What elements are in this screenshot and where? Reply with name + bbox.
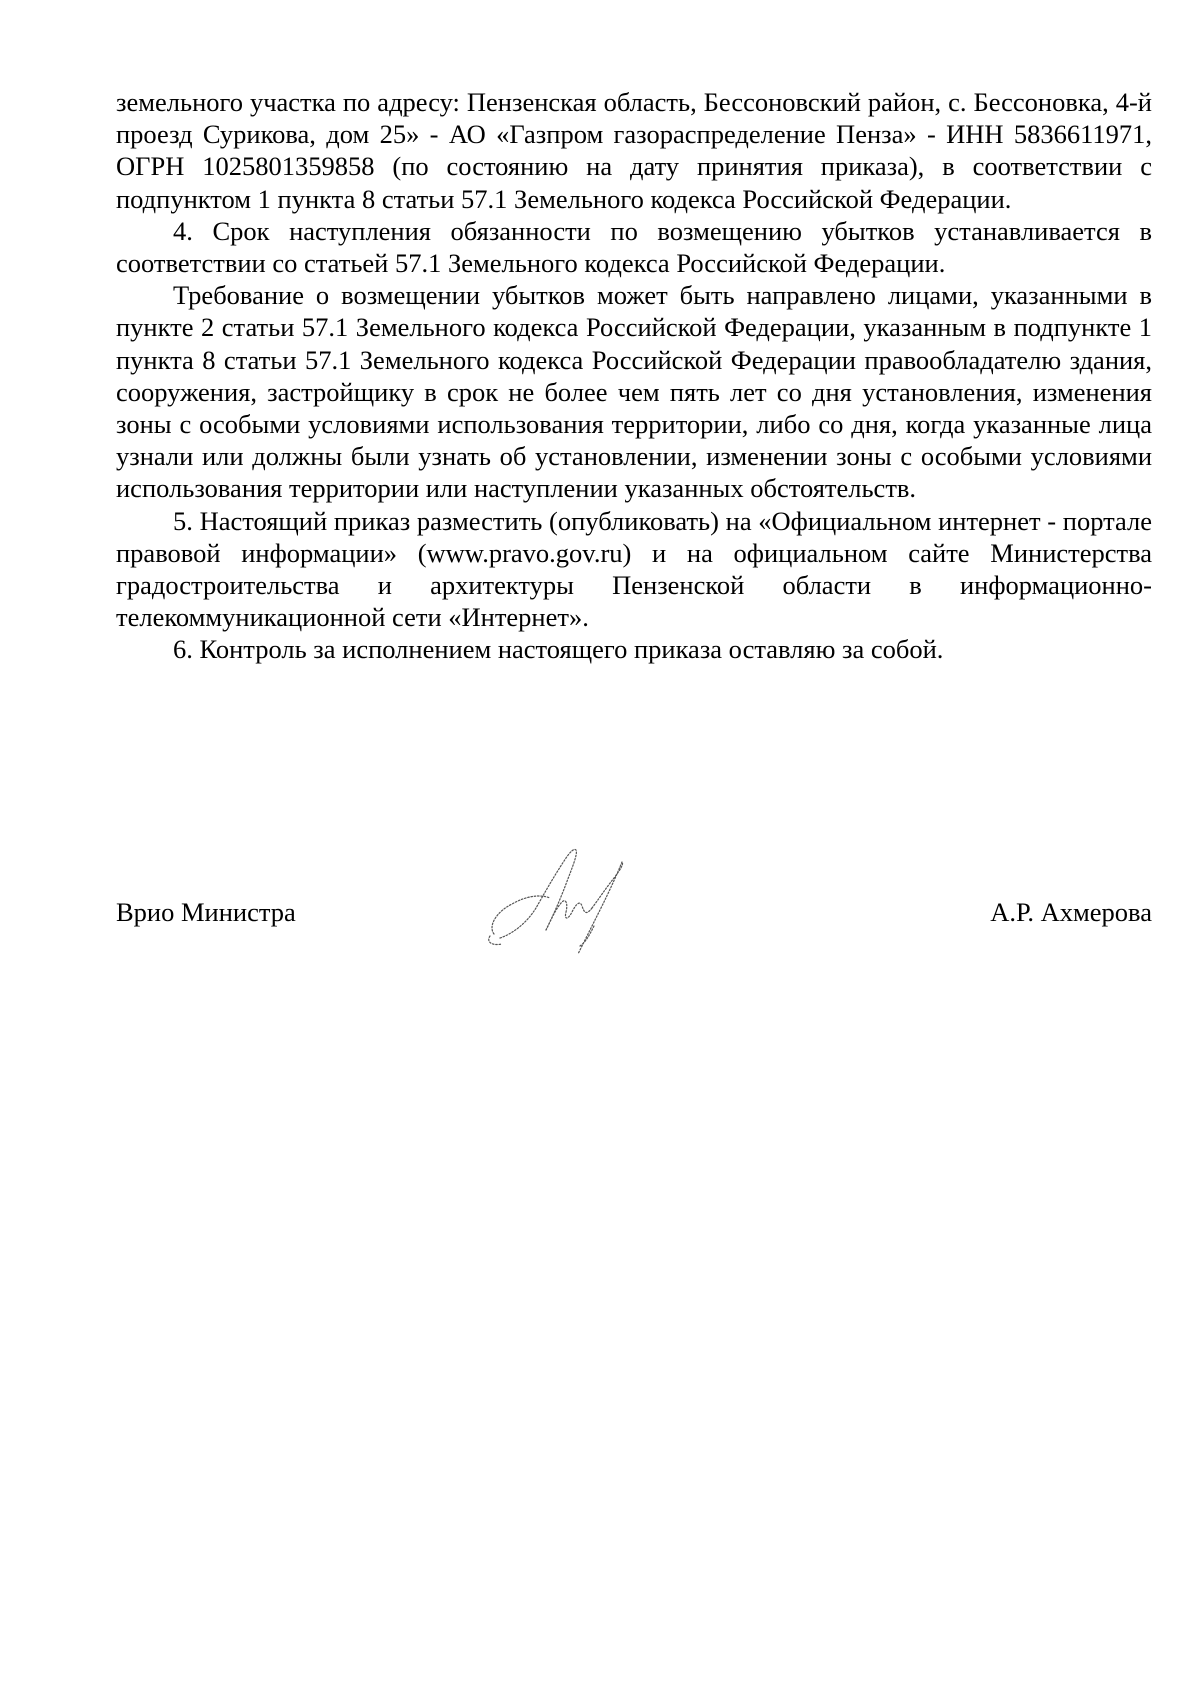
signer-position: Врио Министра bbox=[116, 897, 296, 927]
paragraph-item-6: 6. Контроль за исполнением настоящего приказа оставляю за собой. bbox=[173, 634, 944, 665]
paragraph-claim-requirement: Требование о возмещении убытков может быть направлено лицами, указанными в пункте 2 статьи 57.1 Земельного кодекса Российской Федерации, указанным в подпункте 1 пункта 8 статьи 57.1 Земельного кодекса Российской Федерации правообладателю здания, сооружения, застройщику в срок не более чем пять лет со дня установления, изменения зоны с особыми условиями использования территории, либо со дня, когда указанные лица узнали или должны были узнать об установлении, изменении зоны с особыми условиями использования территории или наступлении указанных обстоятельств. bbox=[116, 280, 1152, 504]
paragraph-item-4: 4. Срок наступления обязанности по возмещению убытков устанавливается в соответствии со статьей 57.1 Земельного кодекса Российской Федерации. bbox=[116, 215, 1152, 279]
signer-name: А.Р. Ахмерова bbox=[990, 897, 1152, 927]
signature-block bbox=[116, 884, 1152, 1004]
handwritten-signature bbox=[482, 838, 642, 978]
paragraph-item-5: 5. Настоящий приказ разместить (опубликовать) на «Официальном интернет - портале правовой информации» (www.pravo.gov.ru) и на официальном сайте Министерства градостроительства и архитектуры Пензенской области в информационно-телекоммуникационной сети «Интернет». bbox=[116, 505, 1152, 633]
paragraph-continuation: земельного участка по адресу: Пензенская область, Бессоновский район, с. Бессоновка, 4-й проезд Сурикова, дом 25» - АО «Газпром газораспределение Пенза» - ИНН 5836611971, ОГРН 1025801359858 (по состоянию на дату принятия приказа), в соответствии с подпунктом 1 пункта 8 статьи 57.1 Земельного кодекса Российской Федерации. bbox=[116, 87, 1152, 214]
document-body bbox=[116, 86, 1152, 666]
